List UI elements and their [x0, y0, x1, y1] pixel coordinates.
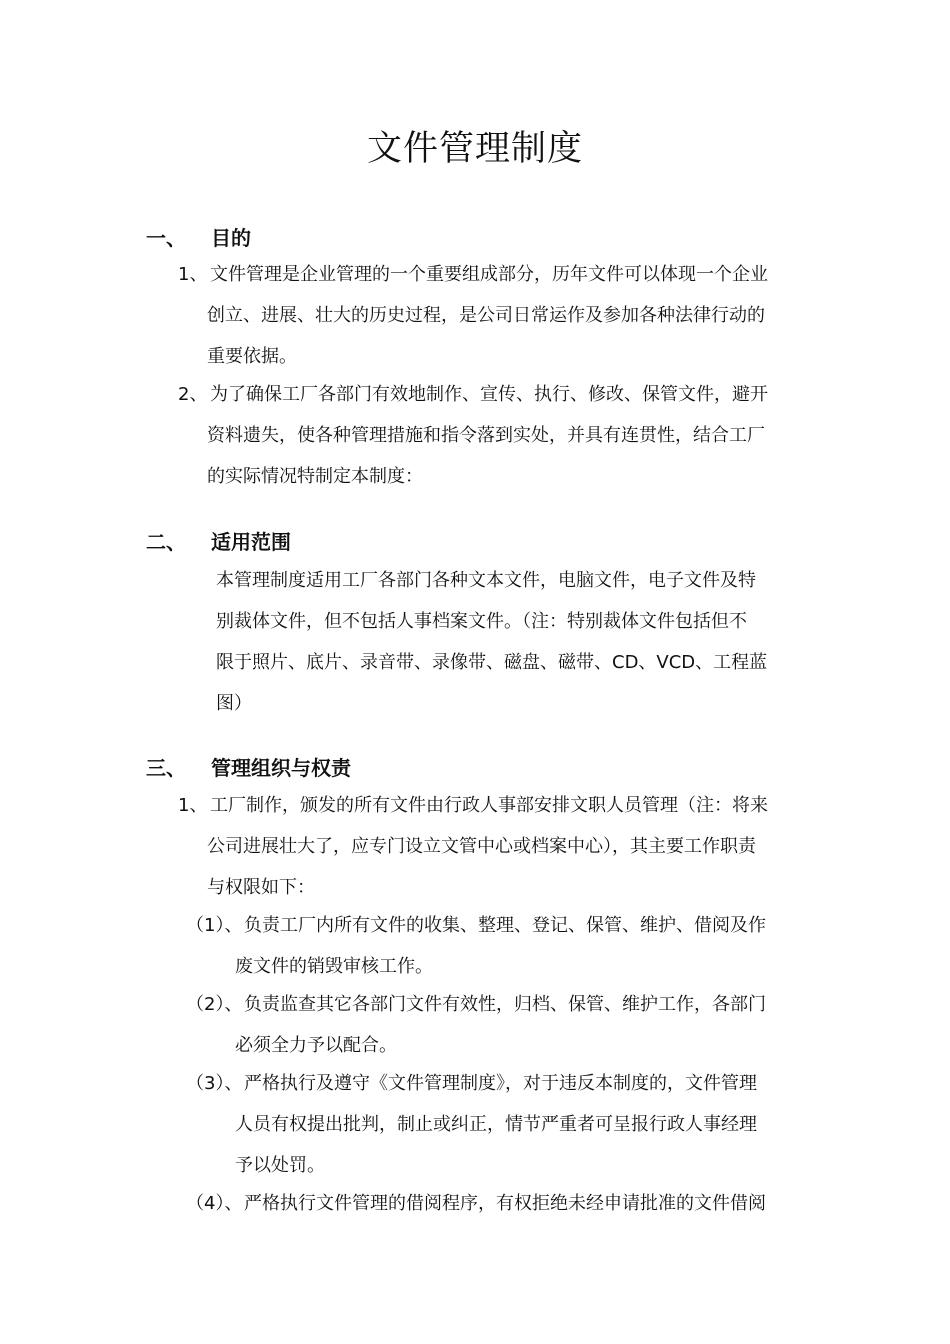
paragraph-line: 严格执行及遵守《文件管理制度》，对于违反本制度的，文件管理	[244, 1073, 757, 1094]
paragraph-line: 资料遗失，使各种管理措施和指令落到实处，并具有连贯性，结合工厂	[207, 425, 765, 446]
paragraph-line: 工厂制作，颁发的所有文件由行政人事部安排文职人员管理（注：将来	[210, 795, 768, 816]
paragraph-line: 公司进展壮大了，应专门设立文管中心或档案中心），其主要工作职责	[207, 836, 756, 857]
item-number: 1、	[178, 264, 208, 285]
section-number: 三、	[146, 756, 186, 780]
paragraph-line: 为了确保工厂各部门有效地制作、宣传、执行、修改、保管文件，避开	[210, 384, 768, 405]
item-number: 2、	[178, 384, 208, 405]
section-title: 适用范围	[211, 530, 291, 554]
paragraph-line: 限于照片、底片、录音带、录像带、磁盘、磁带、CD、VCD、工程蓝	[216, 652, 768, 673]
paragraph-line: 文件管理是企业管理的一个重要组成部分，历年文件可以体现一个企业	[210, 264, 768, 285]
paragraph-line: 人员有权提出批判，制止或纠正，情节严重者可呈报行政人事经理	[235, 1114, 757, 1135]
paragraph-line: 负责监查其它各部门文件有效性，归档、保管、维护工作，各部门	[244, 994, 766, 1015]
sub-item-number: （1）、	[186, 915, 243, 936]
section-title: 管理组织与权责	[211, 756, 351, 780]
document-title: 文件管理制度	[366, 129, 583, 169]
paragraph-line: 图）	[216, 693, 252, 714]
section-number: 一、	[146, 226, 186, 250]
sub-item-number: （3）、	[186, 1073, 243, 1094]
paragraph-line: 重要依据。	[207, 346, 297, 367]
section-number: 二、	[146, 530, 186, 554]
paragraph-line: 别裁体文件，但不包括人事档案文件。（注：特别裁体文件包括但不	[216, 611, 747, 632]
paragraph-line: 与权限如下：	[207, 877, 315, 898]
section-title: 目的	[211, 226, 251, 250]
item-number: 1、	[178, 795, 208, 816]
paragraph-line: 予以处罚。	[235, 1155, 325, 1176]
paragraph-line: 本管理制度适用工厂各部门各种文本文件，电脑文件，电子文件及特	[216, 570, 756, 591]
paragraph-line: 创立、进展、壮大的历史过程，是公司日常运作及参加各种法律行动的	[207, 305, 765, 326]
paragraph-line: 严格执行文件管理的借阅程序，有权拒绝未经申请批准的文件借阅	[244, 1193, 766, 1214]
paragraph-line: 负责工厂内所有文件的收集、整理、登记、保管、维护、借阅及作	[244, 915, 766, 936]
sub-item-number: （2）、	[186, 994, 243, 1015]
sub-item-number: （4）、	[186, 1193, 243, 1214]
paragraph-line: 的实际情况特制定本制度：	[207, 466, 423, 487]
paragraph-line: 废文件的销毁审核工作。	[235, 956, 433, 977]
paragraph-line: 必须全力予以配合。	[235, 1035, 397, 1056]
